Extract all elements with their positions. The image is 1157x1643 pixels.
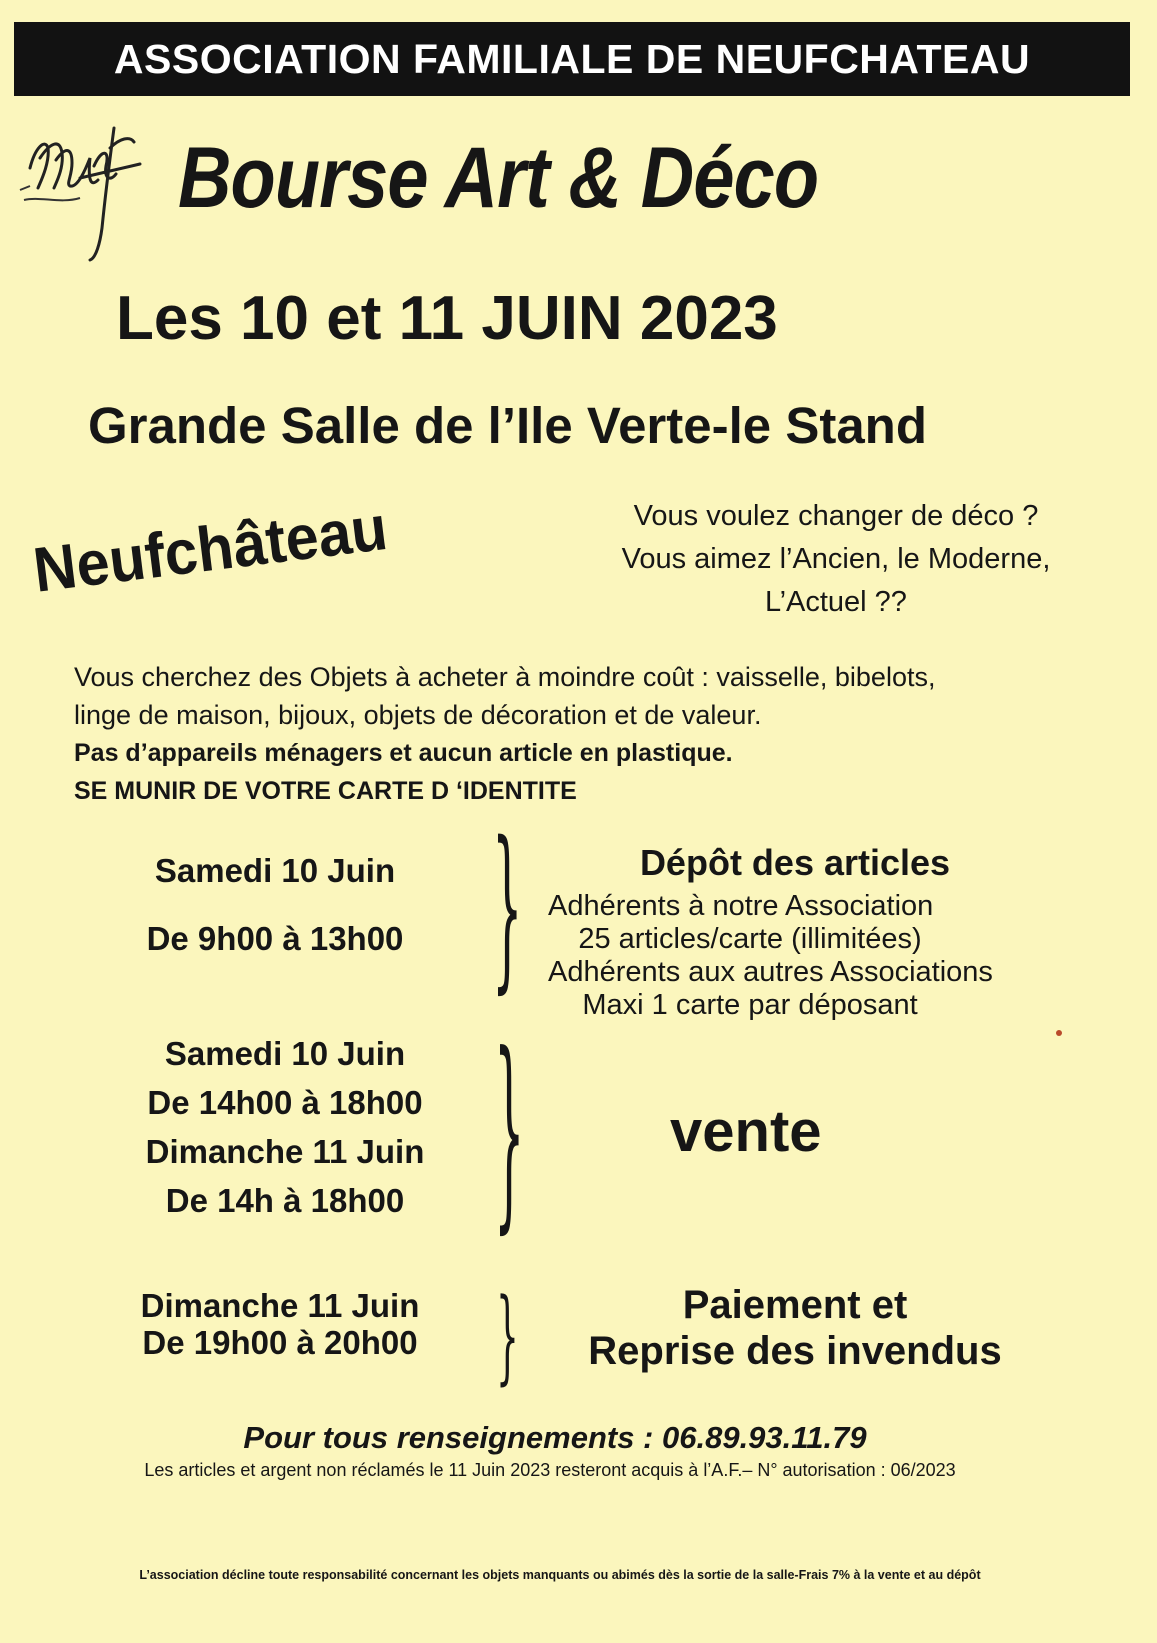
contact-info: Pour tous renseignements : 06.89.93.11.79 — [243, 1420, 867, 1455]
sale-time-1: De 14h00 à 18h00 — [147, 1084, 423, 1121]
payment-time: De 19h00 à 20h00 — [142, 1324, 418, 1361]
unclaimed-note: Les articles et argent non réclamés le 11 Juin 2023 resteront acquis à l’A.F.– N° autorisation : 06/2023 — [144, 1460, 956, 1480]
deposit-detail: Maxi 1 carte par déposant — [582, 989, 918, 1021]
payment-day: Dimanche 11 Juin — [140, 1287, 420, 1324]
sale-time-2: De 14h à 18h00 — [165, 1182, 405, 1219]
restriction-notice: Pas d’appareils ménagers et aucun article en plastique. — [74, 739, 733, 767]
sale-brace: } — [494, 1009, 525, 1252]
intro-line: Vous voulez changer de déco ? — [633, 500, 1039, 532]
event-venue: Grande Salle de l’Ile Verte-le Stand — [88, 397, 927, 454]
sale-day-2: Dimanche 11 Juin — [145, 1133, 425, 1170]
association-banner: ASSOCIATION FAMILIALE DE NEUFCHATEAU — [14, 22, 1130, 96]
deposit-detail: Adhérents aux autres Associations — [548, 956, 993, 988]
deposit-time: De 9h00 à 13h00 — [146, 920, 404, 957]
deposit-detail: Adhérents à notre Association — [548, 890, 934, 922]
sale-title: vente — [670, 1099, 822, 1164]
event-title: Bourse Art & Déco — [178, 130, 819, 226]
deposit-brace: } — [492, 804, 523, 1010]
deposit-details — [520, 890, 993, 1022]
deposit-title: Dépôt des articles — [639, 842, 951, 883]
event-city: Neufchâteau — [29, 492, 392, 606]
description — [74, 658, 935, 810]
payment-title-line1: Paiement et — [682, 1283, 908, 1327]
description-line: Vous cherchez des Objets à acheter à moindre coût : vaisselle, bibelots, — [74, 662, 936, 692]
deposit-day: Samedi 10 Juin — [154, 852, 396, 889]
description-line: linge de maison, bijoux, objets de décoration et de valeur. — [74, 700, 762, 730]
sale-day-1: Samedi 10 Juin — [164, 1035, 406, 1072]
id-card-notice: SE MUNIR DE VOTRE CARTE D ‘IDENTITE — [74, 777, 577, 805]
association-logo — [10, 108, 160, 268]
payment-brace: } — [496, 1277, 519, 1397]
intro-line: Vous aimez l’Ancien, le Moderne, — [621, 543, 1051, 575]
deposit-detail: 25 articles/carte (illimitées) — [578, 923, 922, 955]
event-dates: Les 10 et 11 JUIN 2023 — [116, 284, 778, 353]
intro-line: L’Actuel ?? — [765, 586, 907, 618]
disclaimer-footer: L’association décline toute responsabilité concernant les objets manquants ou abimés dès la sortie de la salle-Frais 7% à la vente et au dépôt — [139, 1568, 981, 1582]
intro-text — [556, 495, 1116, 624]
print-speck — [1056, 1030, 1062, 1036]
payment-title-line2: Reprise des invendus — [588, 1329, 1002, 1373]
